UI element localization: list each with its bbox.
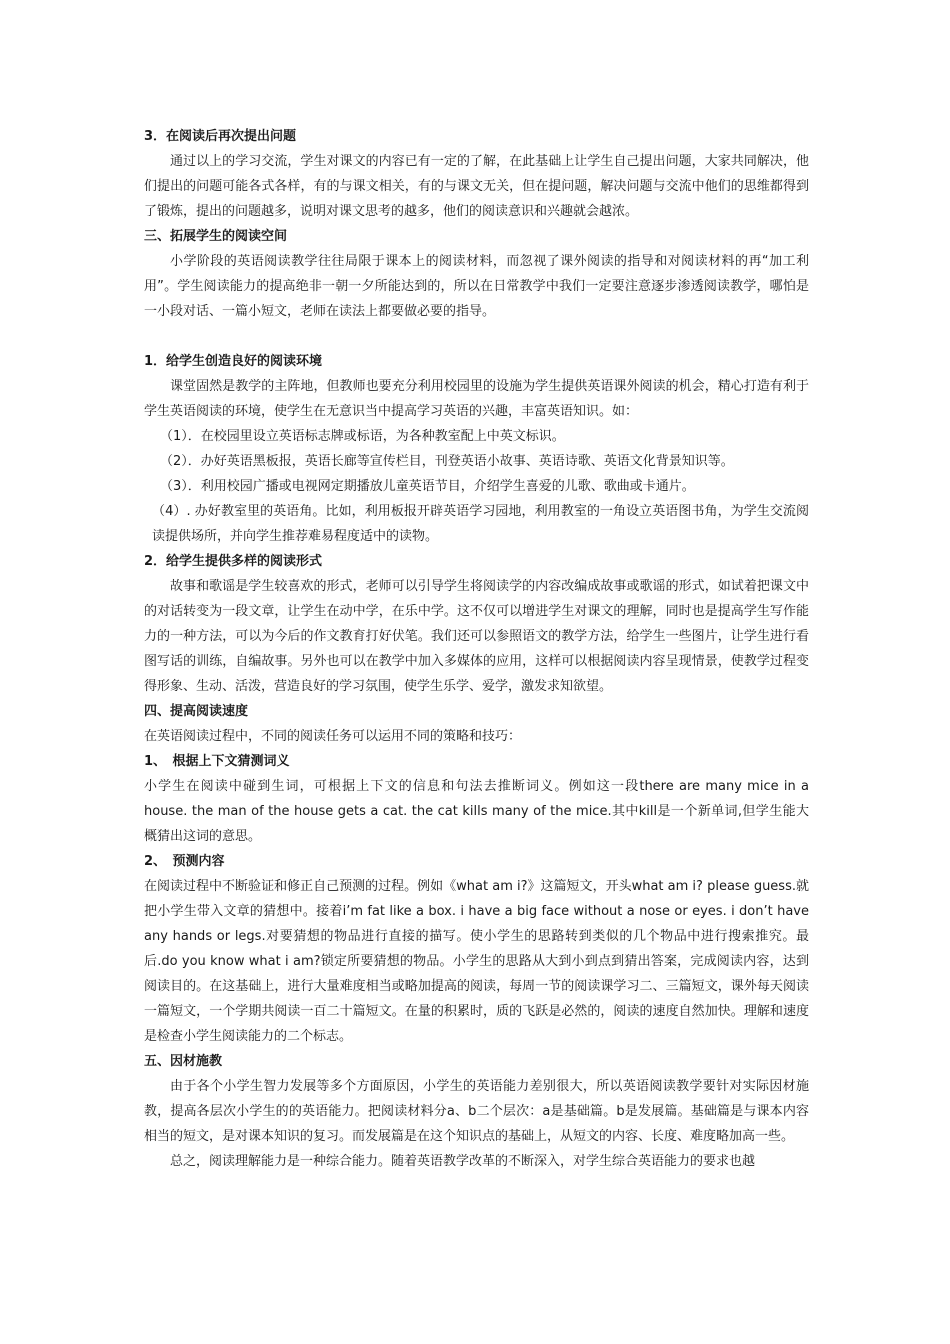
list-item: （2）．办好英语黑板报，英语长廊等宣传栏目，刊登英语小故事、英语诗歌、英语文化背景知识等。 — [160, 454, 734, 469]
section-3-paragraph: 小学阶段的英语阅读教学往往局限于课本上的阅读材料，而忽视了课外阅读的指导和对阅读材料的再“加工利用”。学生阅读能力的提高绝非一朝一夕所能达到的，所以在日常教学中我们一定要注意逐步渗透阅读教学，哪怕是一小段对话、一篇小短文，老师在读法上都要做必要的指导。 — [144, 254, 809, 319]
subsection-1-title: 1．给学生创造良好的阅读环境 — [144, 354, 323, 369]
list-item: （1）．在校园里设立英语标志牌或标语，为各种教室配上中英文标识。 — [160, 429, 565, 444]
list-item-4: （4）. 办好教室里的英语角。比如，利用板报开辟英语学习园地，利用教室的一角设立英语图书角，为学生交流阅读提供场所，并向学生推荐难易程度适中的读物。 — [152, 504, 809, 544]
paragraph-3: 通过以上的学习交流，学生对课文的内容已有一定的了解，在此基础上让学生自己提出问题，大家共同解决，他们提出的问题可能各式各样，有的与课文相关，有的与课文无关，但在提问题，解决问题与交流中他们的思维都得到了锻炼，提出的问题越多，说明对课文思考的越多，他们的阅读意识和兴趣就会越浓。 — [144, 154, 809, 219]
section-3-title: 三、拓展学生的阅读空间 — [144, 229, 288, 244]
section-4-intro: 在英语阅读过程中，不同的阅读任务可以运用不同的策略和技巧： — [144, 729, 522, 744]
section-4-1-title: 1、 根据上下文猜测词义 — [144, 754, 290, 769]
section-5-paragraph: 由于各个小学生智力发展等多个方面原因，小学生的英语能力差别很大，所以英语阅读教学要针对实际因材施教，提高各层次小学生的的英语能力。把阅读材料分a、b二个层次：a是基础篇。b是发展篇。基础篇是与课本内容相当的短文，是对课本知识的复习。而发展篇是在这个知识点的基础上，从短文的内容、长度、难度略加高一些。 — [144, 1079, 809, 1144]
section-5-title: 五、因材施教 — [144, 1054, 223, 1069]
blank-line — [144, 324, 809, 349]
subsection-1-paragraph: 课堂固然是教学的主阵地，但教师也要充分利用校园里的设施为学生提供英语课外阅读的机会，精心打造有利于学生英语阅读的环境，使学生在无意识当中提高学习英语的兴趣，丰富英语知识。如： — [144, 379, 809, 419]
section-4-1-paragraph: 小学生在阅读中碰到生词，可根据上下文的信息和句法去推断词义。例如这一段there are many mice in a house. the man of the house gets a cat. the cat kills many of the mice.其中kill是一个新单词,但学生能大概猜出这词的意思。 — [144, 779, 809, 844]
document-page — [144, 124, 809, 1174]
section-4-title: 四、提高阅读速度 — [144, 704, 249, 719]
list-item: （3）．利用校园广播或电视网定期播放儿童英语节目，介绍学生喜爱的儿歌、歌曲或卡通片。 — [160, 479, 695, 494]
section-4-2-paragraph: 在阅读过程中不断验证和修正自己预测的过程。例如《what am i?》这篇短文，开头what am i? please guess.就把小学生带入文章的猜想中。接着i’m fat like a box. i have a big face without a nose or eyes. i don’t have any hands or legs.对要猜想的物品进行直接的描写。使小学生的思路转到类似的几个物品中进行搜索推究。最后.do you know what i am?锁定所要猜想的物品。小学生的思路从大到小到点到猜出答案，完成阅读内容，达到阅读目的。在这基础上，进行大量难度相当或略加提高的阅读，每周一节的阅读课学习二、三篇短文，课外每天阅读一篇短文，一个学期共阅读一百二十篇短文。在量的积累时，质的飞跃是必然的，阅读的速度自然加快。理解和速度是检查小学生阅读能力的二个标志。 — [144, 879, 809, 1044]
section-4-2-title: 2、 预测内容 — [144, 854, 225, 869]
heading-3: 3．在阅读后再次提出问题 — [144, 129, 297, 144]
subsection-2-paragraph: 故事和歌谣是学生较喜欢的形式，老师可以引导学生将阅读学的内容改编成故事或歌谣的形式，如试着把课文中的对话转变为一段文章，让学生在动中学，在乐中学。这不仅可以增进学生对课文的理解，同时也是提高学生写作能力的一种方法，可以为今后的作文教育打好伏笔。我们还可以参照语文的教学方法，给学生一些图片，让学生进行看图写话的训练，自编故事。另外也可以在教学中加入多媒体的应用，这样可以根据阅读内容呈现情景，使教学过程变得形象、生动、活泼，营造良好的学习氛围，使学生乐学、爱学，激发求知欲望。 — [144, 579, 809, 694]
conclusion-paragraph: 总之，阅读理解能力是一种综合能力。随着英语教学改革的不断深入，对学生综合英语能力的要求也越 — [170, 1154, 756, 1169]
subsection-2-title: 2．给学生提供多样的阅读形式 — [144, 554, 323, 569]
